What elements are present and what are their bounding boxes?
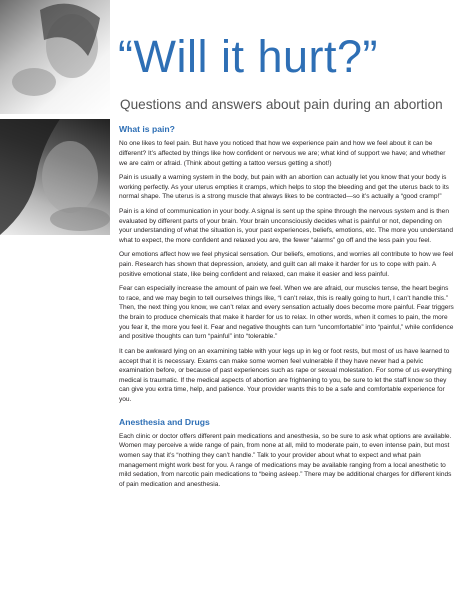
paragraph: Fear can especially increase the amount of pain we feel. When we are afraid, our muscles tense, the heart begins to race, and we may begin to tell ourselves things like, “I can’t relax, this is really going to hurt, I can’t handle this.” Then, the next thing you know, we can’t relax and every sensation actually does become more painful. Fear triggers the brain to produce chemicals that make it harder for us to relax. In other words, when it comes to pain, the more you fear it, the more you feel it. Fear and negative thoughts can turn “uncomfortable” into “painful,” while confidence and positive thoughts can turn “painful” into “tolerable.” (119, 285, 454, 341)
page-title: “Will it hurt?” (118, 31, 379, 82)
article-body (119, 124, 455, 495)
paragraph: It can be awkward lying on an examining table with your legs up in leg or foot rests, but most of us have learned to accept that it is necessary. Exams can make some women feel vulnerable if they have never had a pelvic examination before, or because of past experiences such as rape or sexual molestation. For some of us everything medical is traumatic. If the medical aspects of abortion are frightening to you, be sure to let the staff know so they can give you extra time, help, and patience. Your provider wants this to be a safe and comfortable experience for you. (119, 347, 452, 403)
photo-woman-thinking (0, 0, 110, 114)
paragraph: Each clinic or doctor offers different pain medications and anesthesia, so be sure to ask what options are available. Women may perceive a wide range of pain, from none at all, mild to moderate pain, to even intense pain, but most women say that it’s “nothing they can’t handle.” Talk to your provider about what to expect and what pain management might work best for you. A range of medications may be available ranging from a local anesthetic to mild sedation, from narcotic pain medications to “being asleep.” There may be additional charges for different kinds of pain medication and anesthesia. (119, 432, 452, 488)
paragraph: No one likes to feel pain. But have you noticed that how we experience pain and how we feel about it can be different? It’s affected by things like how confident or nervous we are; what kind of support we have; and whether we are calm or afraid. (Think about getting a tattoo versus getting a shot!) (119, 140, 446, 167)
paragraph: Pain is usually a warning system in the body, but pain with an abortion can actually let you know that your body is working perfectly. As your uterus empties it cramps, which helps to stop the bleeding and get the uterus back to its normal shape. The uterus is a strong muscle that always likes to be contracted—so it’s actually a “good cramp!” (119, 174, 449, 201)
page-subtitle: Questions and answers about pain during an abortion (120, 97, 443, 112)
section-heading-anesthesia: Anesthesia and Drugs (119, 416, 210, 427)
section-heading-what-is-pain: What is pain? (119, 124, 175, 134)
paragraph: Our emotions affect how we feel physical sensation. Our beliefs, emotions, and worries all contribute to how we feel pain. Research has shown that depression, anxiety, and guilt can all make it harder for us to cope with pain. A positive emotional state, like being confident and relaxed, can make it easier and less painful. (119, 251, 454, 278)
photo-woman-worried (0, 119, 110, 235)
paragraph: Pain is a kind of communication in your body. A signal is sent up the spine through the nervous system and is then evaluated by different parts of your brain. Your brain unconsciously decides what is painful or not, depending on your understanding of what the situation is, your past experiences, beliefs, emotions, etc. The more you understand what to expect, the more confident and relaxed you are, the fewer “alarms” go off and the less pain you feel. (119, 207, 453, 244)
